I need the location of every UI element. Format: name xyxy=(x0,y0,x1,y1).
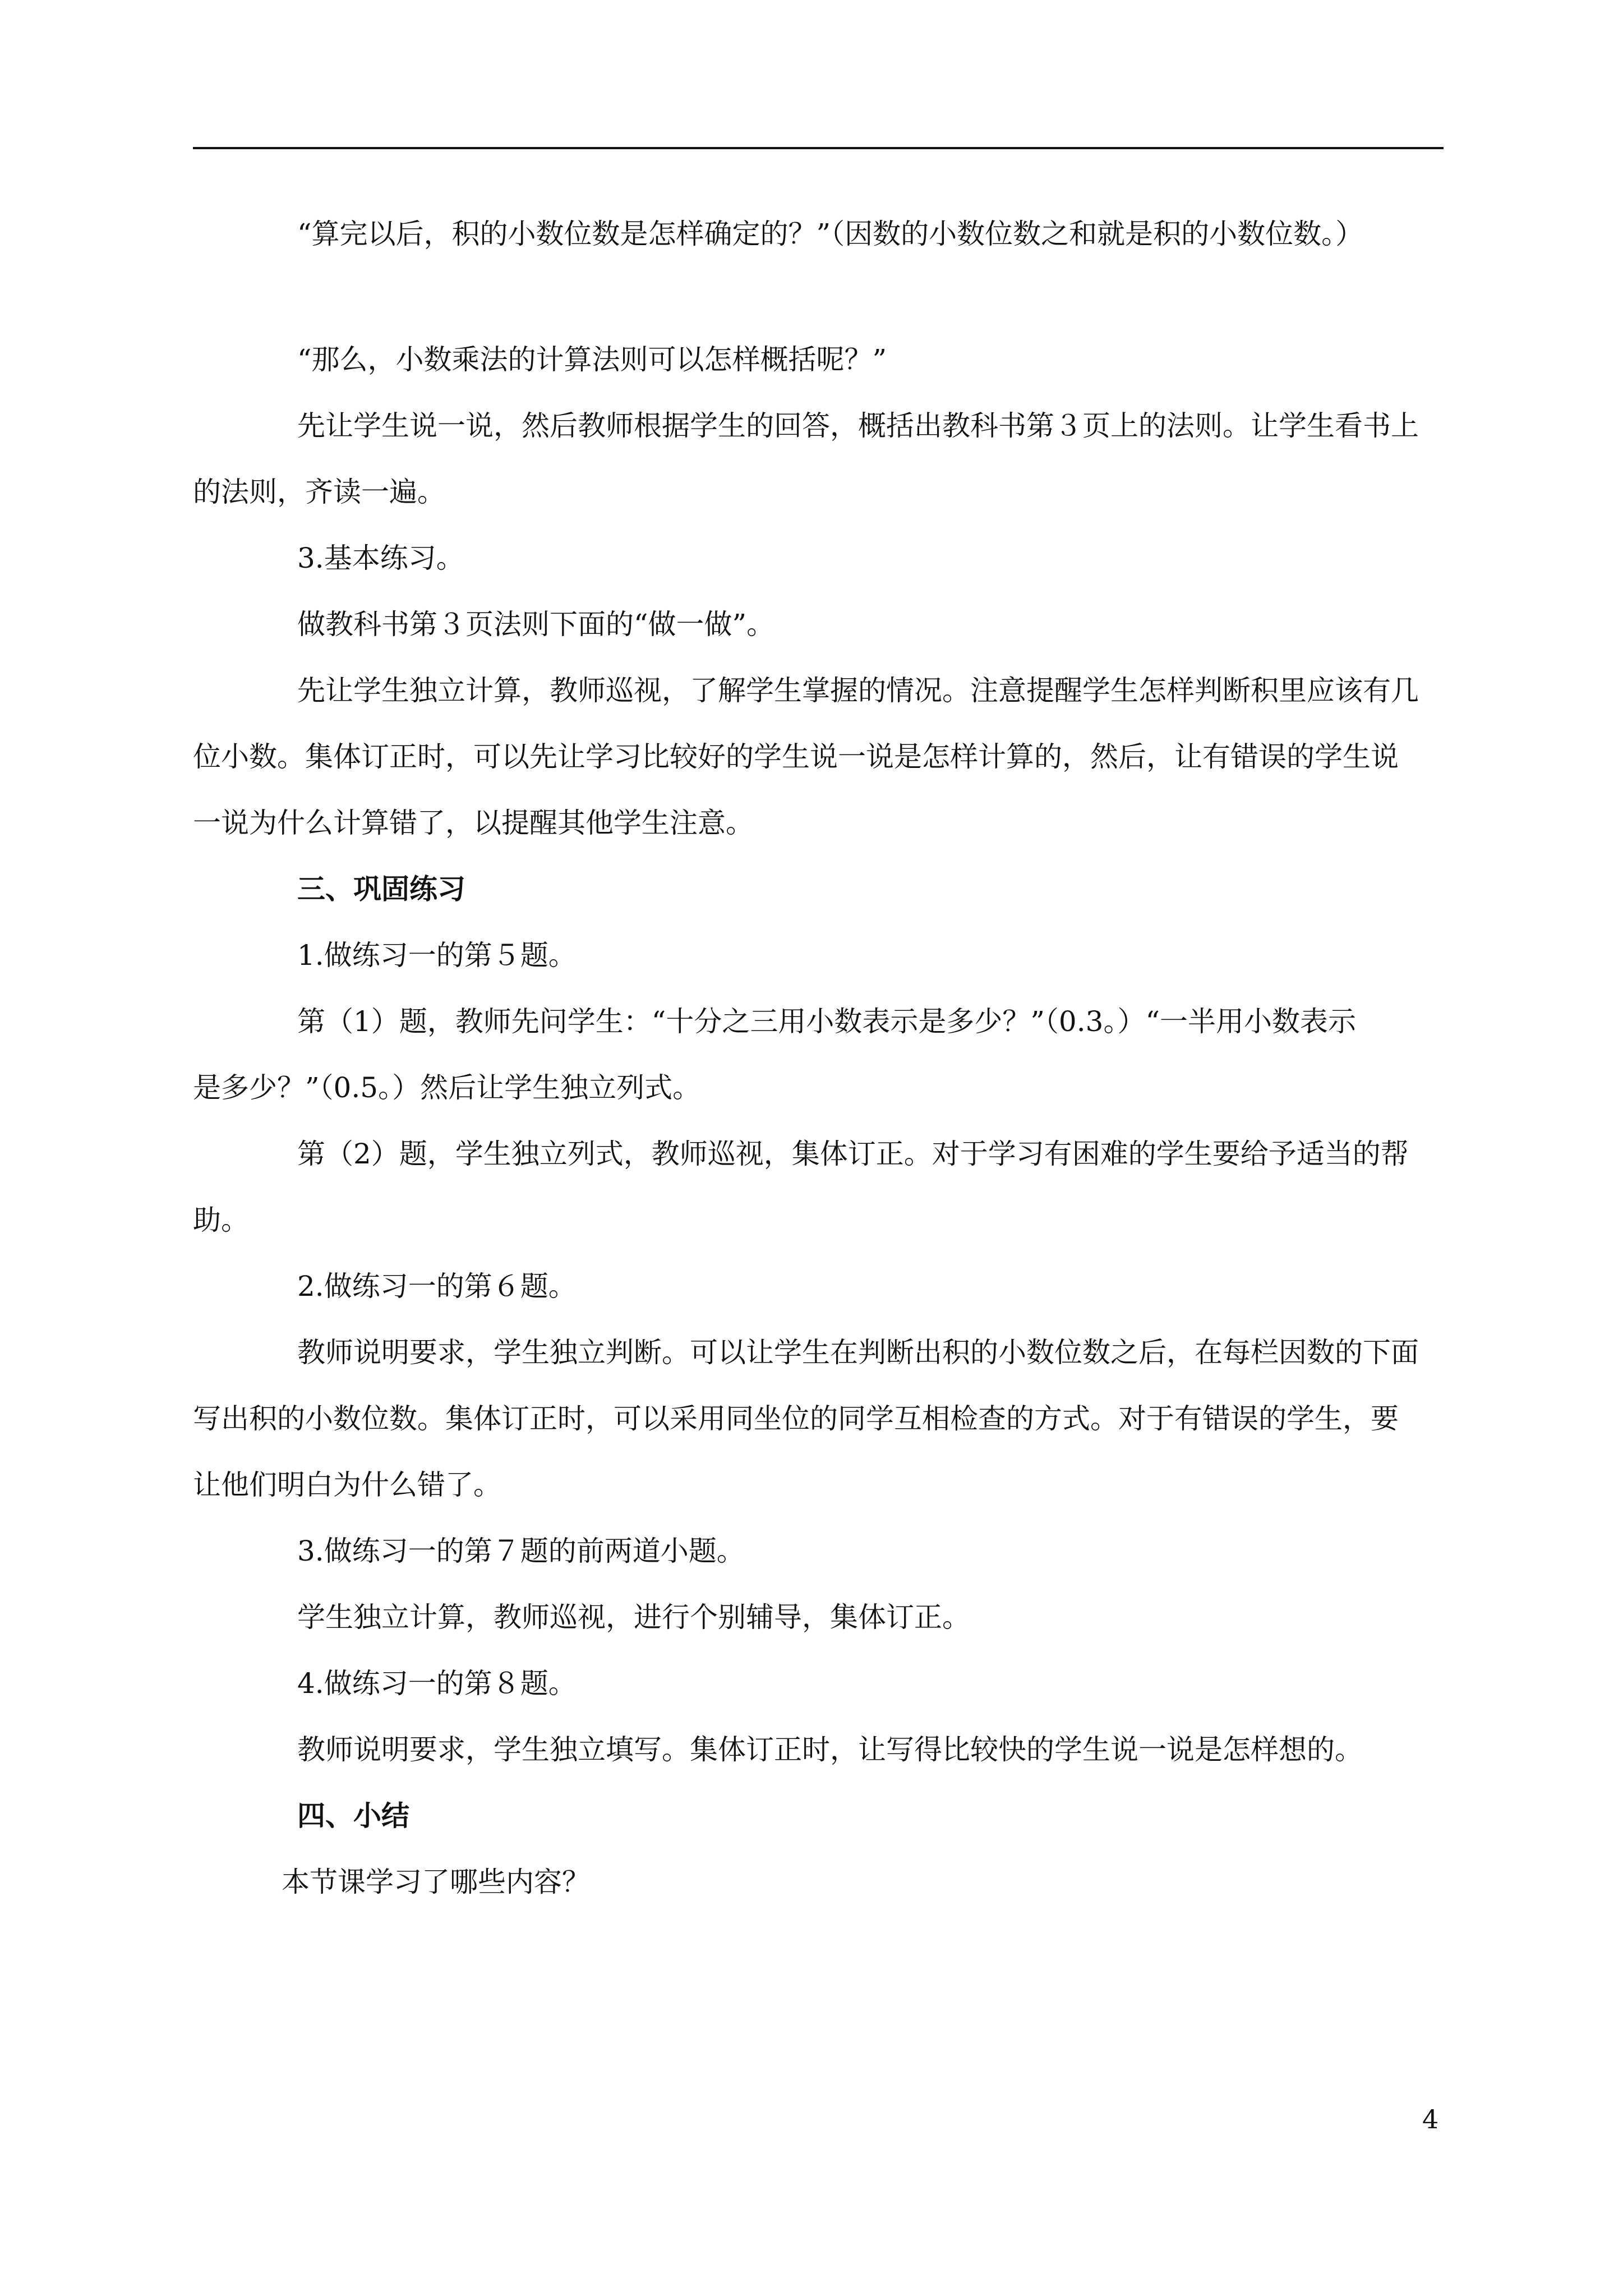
paragraph-independent-calc-cont xyxy=(193,724,1449,856)
text-line: 先让学生独立计算，教师巡视，了解学生掌握的情况。注意提醒学生怎样判断积里应该有几 xyxy=(297,674,1419,707)
paragraph-question-2-cont xyxy=(193,1187,1449,1253)
text-line: 2.做练习一的第６题。 xyxy=(297,1270,577,1303)
heading-basic-practice xyxy=(193,525,1449,591)
paragraph-student-calc xyxy=(193,1584,1449,1650)
paragraph-question-1 xyxy=(193,988,1449,1055)
paragraph-question-2 xyxy=(193,1121,1449,1187)
paragraph-student-explain-cont xyxy=(193,459,1449,525)
text-line: 第（2）题，学生独立列式，教师巡视，集体订正。对于学习有困难的学生要给予适当的帮 xyxy=(297,1138,1409,1170)
text-line: 3.做练习一的第７题的前两道小题。 xyxy=(297,1535,745,1567)
text-line: “算完以后，积的小数位数是怎样确定的？”（因数的小数位数之和就是积的小数位数。） xyxy=(297,218,1364,250)
section-heading-summary xyxy=(193,1783,1449,1849)
section-heading-consolidation xyxy=(193,856,1449,922)
text-line: 写出积的小数位数。集体订正时，可以采用同坐位的同学互相检查的方式。对于有错误的学生，要 xyxy=(193,1402,1399,1435)
paragraph-rule-summary-question xyxy=(193,326,1449,393)
item-exercise-8 xyxy=(193,1650,1449,1717)
text-line: 本节课学习了哪些内容？ xyxy=(282,1866,590,1898)
text-line: 学生独立计算，教师巡视，进行个别辅导，集体订正。 xyxy=(297,1601,970,1634)
paragraph-question-1-cont xyxy=(193,1055,1449,1121)
text-line: 教师说明要求，学生独立填写。集体订正时，让写得比较快的学生说一说是怎样想的。 xyxy=(297,1733,1363,1766)
text-line: 助。 xyxy=(193,1204,249,1236)
text-line: 第（1）题，教师先问学生：“十分之三用小数表示是多少？”（0.3。）“一半用小数表示 xyxy=(297,1005,1357,1038)
text-line: 教师说明要求，学生独立判断。可以让学生在判断出积的小数位数之后，在每栏因数的下面 xyxy=(297,1336,1419,1369)
text-line: 是多少？”（0.5。）然后让学生独立列式。 xyxy=(193,1071,701,1104)
paragraph-product-decimal-places xyxy=(193,201,1449,267)
paragraph-independent-calc xyxy=(193,657,1449,724)
paragraph-teacher-explains-cont xyxy=(193,1386,1449,1518)
text-line: 4.做练习一的第８题。 xyxy=(297,1667,577,1700)
item-exercise-6 xyxy=(193,1253,1449,1319)
text-line: 的法则，齐读一遍。 xyxy=(193,476,445,508)
text-line: 让他们明白为什么错了。 xyxy=(193,1469,501,1501)
paragraph-teacher-explains xyxy=(193,1319,1449,1386)
paragraph-do-exercise xyxy=(193,591,1449,657)
paragraph-fill-in xyxy=(193,1717,1449,1783)
paragraph-student-explain xyxy=(193,393,1449,459)
text-line: 先让学生说一说，然后教师根据学生的回答，概括出教科书第３页上的法则。让学生看书上 xyxy=(297,409,1419,442)
header-rule xyxy=(193,147,1444,149)
item-exercise-5 xyxy=(193,922,1449,988)
text-line: 三、巩固练习 xyxy=(297,872,465,905)
text-line: 3.基本练习。 xyxy=(297,542,464,574)
text-line: 做教科书第３页法则下面的“做一做”。 xyxy=(297,608,775,641)
text-line: “那么，小数乘法的计算法则可以怎样概括呢？” xyxy=(297,343,887,376)
text-line: 四、小结 xyxy=(297,1799,409,1832)
paragraph-summary-question xyxy=(193,1849,1449,1915)
text-line: 一说为什么计算错了，以提醒其他学生注意。 xyxy=(193,807,754,839)
text-line: 1.做练习一的第５题。 xyxy=(297,939,577,972)
text-line: 位小数。集体订正时，可以先让学习比较好的学生说一说是怎样计算的，然后，让有错误的学生说 xyxy=(193,740,1399,773)
page-number: 4 xyxy=(1422,2104,1439,2134)
item-exercise-7 xyxy=(193,1518,1449,1584)
